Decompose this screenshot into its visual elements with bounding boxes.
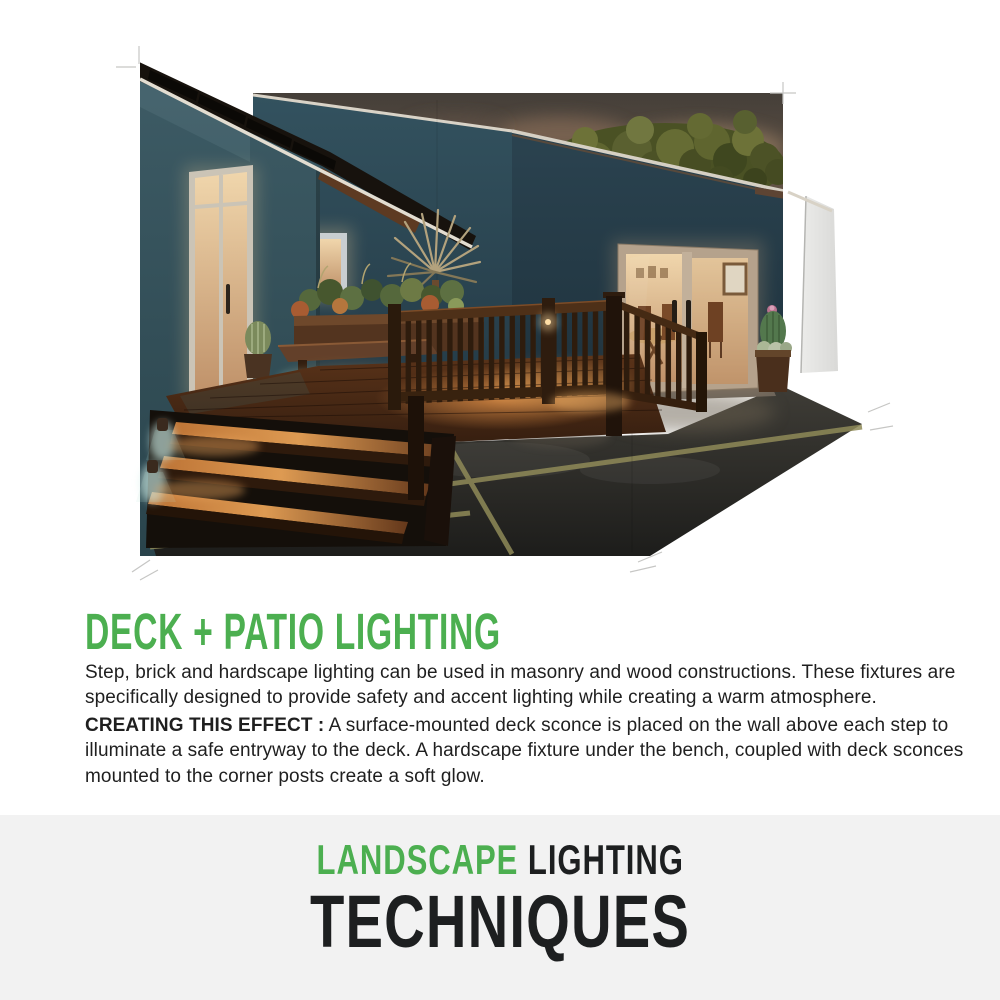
step-post	[408, 396, 424, 500]
intro-paragraph: Step, brick and hardscape lighting can be used in masonry and wood constructions. These fixtures are specifically designed to provide safety and accent lighting while creating a warm atmosphere.	[85, 662, 956, 709]
effect-label: CREATING THIS EFFECT :	[85, 715, 325, 736]
deck-sconce	[147, 460, 158, 473]
brand-word-landscape: LANDSCAPE	[316, 836, 519, 883]
brand-line-text	[316, 836, 684, 883]
railing-post	[696, 332, 707, 412]
effect-paragraph	[85, 713, 977, 789]
door-handle	[226, 284, 230, 314]
brand-word-lighting: LIGHTING	[527, 836, 684, 883]
series-title	[250, 880, 750, 963]
effect-text: A surface-mounted deck sconce is placed on the wall above each step to illuminate a safe entryway to the deck. A hardscape fixture under the bench, coupled with deck sconces mounted to the corner posts create a soft glow.	[85, 715, 964, 787]
section-title-text: DECK + PATIO LIGHTING	[85, 603, 501, 660]
series-title-text: TECHNIQUES	[310, 880, 690, 963]
door-handle	[686, 300, 691, 332]
post-sconce-light	[545, 319, 551, 325]
footer-band	[0, 815, 1000, 1000]
section-title	[85, 603, 715, 660]
corner-post	[606, 296, 622, 436]
deck-sconce	[157, 418, 168, 431]
railing-post	[388, 304, 401, 410]
brand-line	[252, 836, 748, 883]
side-wall-panel	[788, 192, 838, 373]
